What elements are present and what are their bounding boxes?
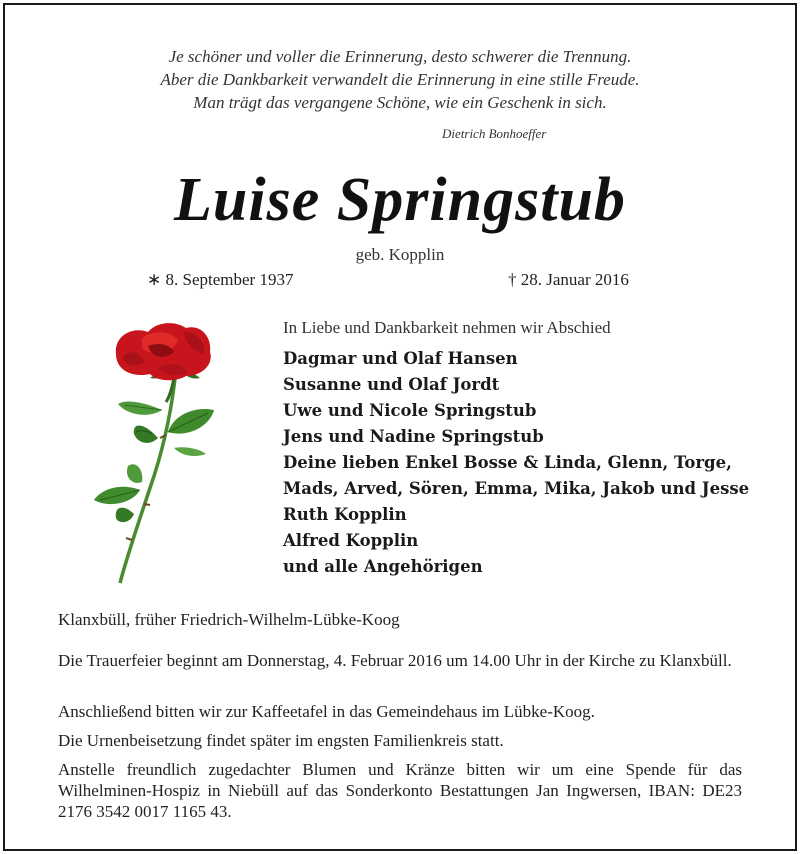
red-rose-image [88,318,228,588]
urn-burial-paragraph: Die Urnenbeisetzung findet später im engsten Familienkreis statt. [58,731,504,750]
birth-name: geb. Kopplin [355,245,445,264]
mourner-line: Dagmar und Olaf Hansen [283,349,518,368]
mourner-line: Uwe und Nicole Springstub [283,401,537,420]
donation-paragraph: Anstelle freundlich zugedachter Blumen und Kränze bitten wir um eine Spende für das Wilhelminen-Hospiz in Niebüll auf das Sonderkonto Bestattungen Jan Ingwersen, IBAN: DE23 2176 3542 0017 1165 43. [58,760,742,821]
quote-line: Aber die Dankbarkeit verwandelt die Erinnerung in eine stille Freude. [160,70,640,89]
deceased-name: Luise Springstub [174,166,626,234]
quote-line: Je schöner und voller die Erinnerung, desto schwerer die Trennung. [168,47,632,66]
mourner-line: Mads, Arved, Sören, Emma, Mika, Jakob und Jesse [283,479,750,498]
place-line: Klanxbüll, früher Friedrich-Wilhelm-Lübke-Koog [58,610,400,629]
mourner-line: Jens und Nadine Springstub [283,427,544,446]
farewell-intro: In Liebe und Dankbarkeit nehmen wir Abschied [283,318,611,337]
coffee-reception-paragraph: Anschließend bitten wir zur Kaffeetafel in das Gemeindehaus im Lübke-Koog. [58,702,595,721]
bonhoeffer-quote [0,45,800,114]
quote-line: Man trägt das vergangene Schöne, wie ein Geschenk in sich. [193,93,607,112]
quote-author: Dietrich Bonhoeffer [442,126,547,141]
mourner-line: Susanne und Olaf Jordt [283,375,500,394]
mourner-line: und alle Angehörigen [283,557,483,576]
mourner-line: Ruth Kopplin [283,505,407,524]
death-date: † 28. Januar 2016 [508,270,629,289]
mourners-list [283,346,749,580]
birth-date: ∗ 8. September 1937 [147,270,294,289]
mourner-line: Alfred Kopplin [283,531,419,550]
mourner-line: Deine lieben Enkel Bosse & Linda, Glenn, Torge, [283,453,732,472]
funeral-service-paragraph: Die Trauerfeier beginnt am Donnerstag, 4. Februar 2016 um 14.00 Uhr in der Kirche zu Klanxbüll. [58,651,732,670]
